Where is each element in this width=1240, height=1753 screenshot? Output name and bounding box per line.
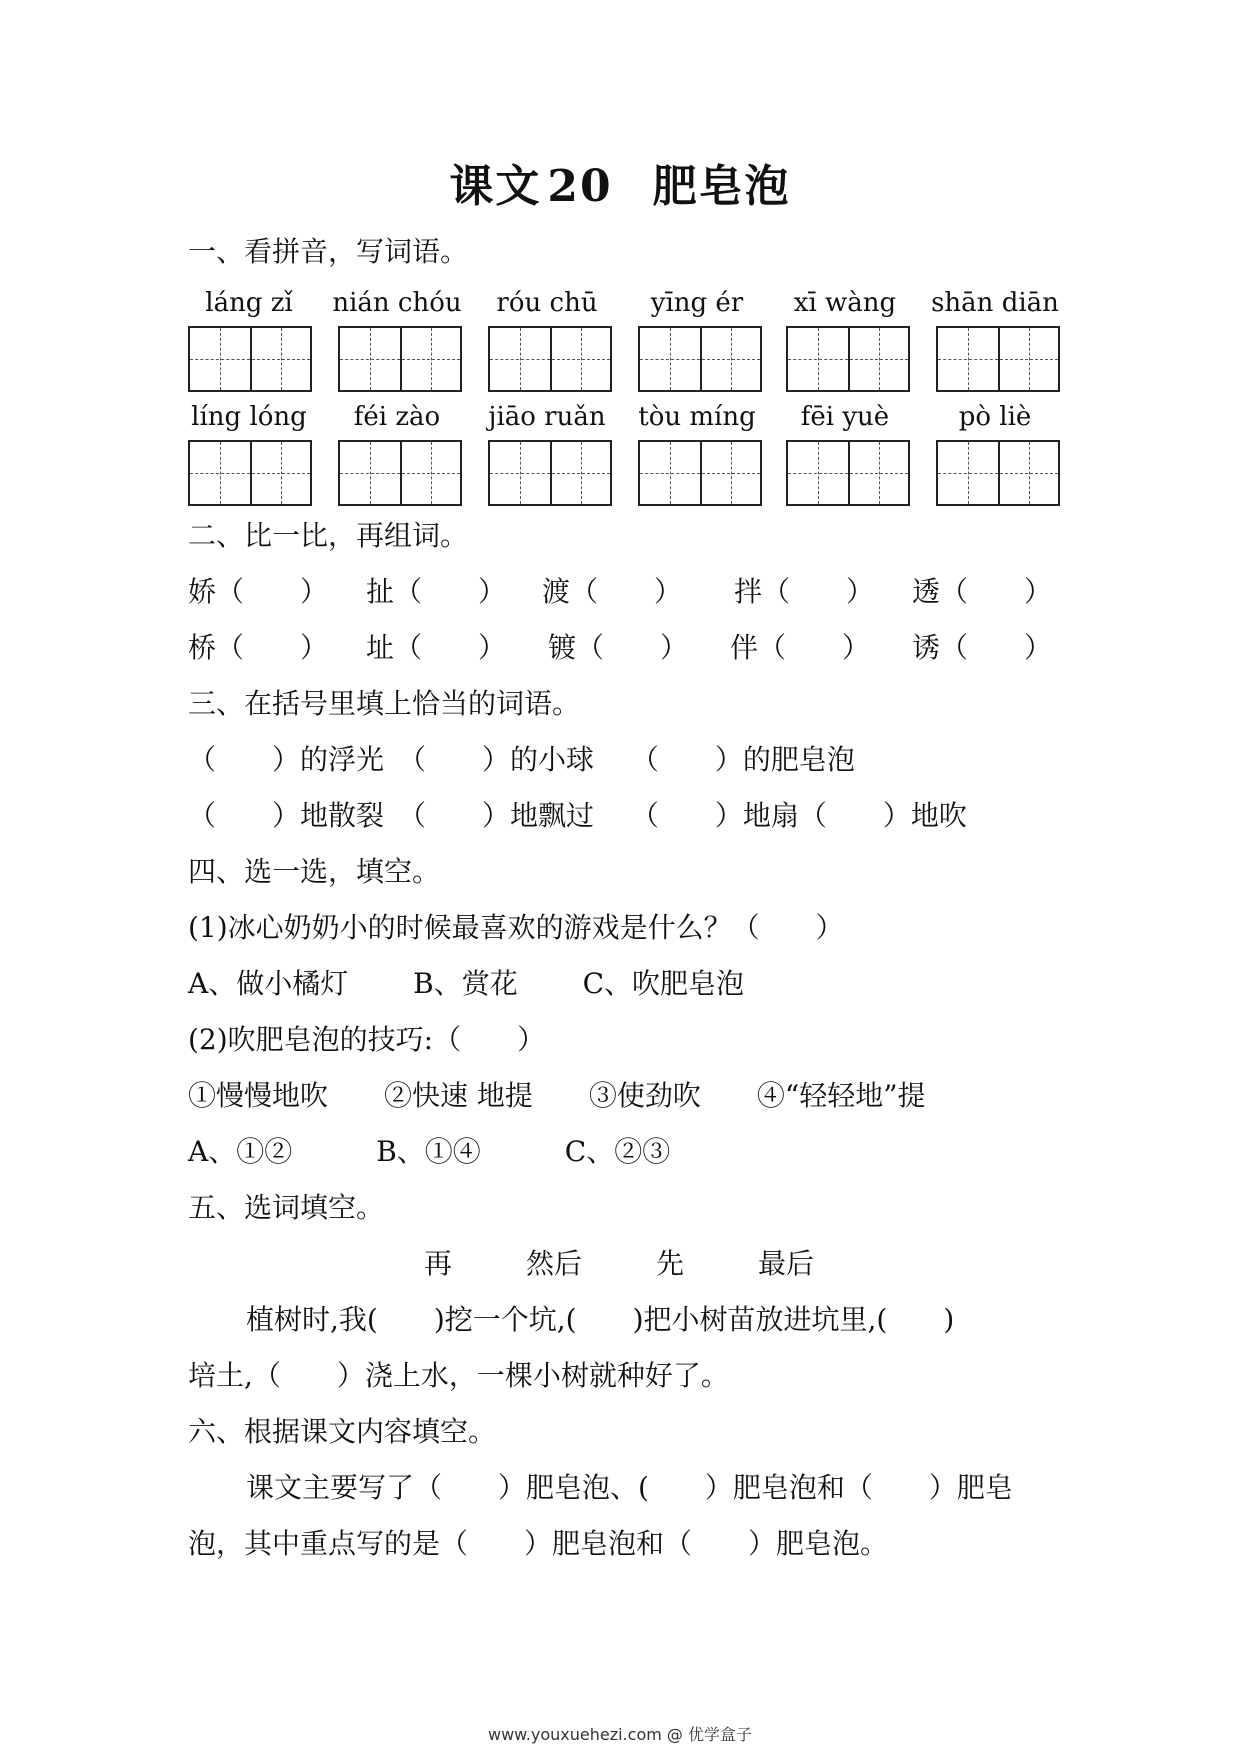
fill-line-2: （ ）地散裂 （ ）地飘过 （ ）地扇（ ）地吹 <box>188 799 967 832</box>
compare-item: 诱（ ） <box>912 631 1053 664</box>
compare-item: 娇（ ） <box>188 575 329 608</box>
tian-box[interactable] <box>786 440 910 506</box>
pinyin: láng zǐ <box>205 288 293 318</box>
word-bank-item: 最后 <box>758 1247 815 1280</box>
tian-box[interactable] <box>188 440 312 506</box>
paragraph-5-line-1: 植树时,我( )挖一个坑,( )把小树苗放进坑里,( ) <box>246 1303 955 1336</box>
tian-box[interactable] <box>638 440 762 506</box>
section2-heading: 二、比一比，再组词。 <box>188 519 469 552</box>
pinyin: fēi yuè <box>800 402 890 432</box>
tian-box[interactable] <box>488 326 612 392</box>
pinyin: nián chóu <box>332 288 462 318</box>
compare-item: 渡（ ） <box>542 575 683 608</box>
pinyin: jiāo ruǎn <box>488 402 606 432</box>
compare-item: 扯（ ） <box>366 575 507 608</box>
pinyin: róu chū <box>496 288 598 318</box>
pinyin: xī wàng <box>793 288 897 318</box>
tian-box[interactable] <box>338 440 462 506</box>
paragraph-5-line-2: 培土,（ ）浇上水，一棵小树就种好了。 <box>188 1359 729 1392</box>
page-title <box>0 150 1240 214</box>
section4-heading: 四、选一选，填空。 <box>188 855 441 888</box>
pinyin: pò liè <box>958 402 1032 432</box>
tian-box[interactable] <box>188 326 312 392</box>
question-2-options: A、①② B、①④ C、②③ <box>188 1135 671 1168</box>
title-prefix: 课文 <box>449 161 542 212</box>
pinyin: tòu míng <box>638 402 756 432</box>
pinyin: líng lóng <box>191 402 307 432</box>
pinyin: yīng ér <box>650 288 744 318</box>
footer-watermark: www.youxuehezi.com @ 优学盒子 <box>488 1725 752 1744</box>
question-2: (2)吹肥皂泡的技巧:（ ） <box>188 1023 546 1056</box>
fill-line-1: （ ）的浮光 （ ）的小球 （ ）的肥皂泡 <box>188 743 855 776</box>
tian-box[interactable] <box>936 440 1060 506</box>
compare-item: 址（ ） <box>366 631 507 664</box>
section1-heading: 一、看拼音，写词语。 <box>188 235 469 268</box>
tian-box[interactable] <box>338 326 462 392</box>
word-bank-item: 再 <box>424 1247 453 1280</box>
tian-box[interactable] <box>936 326 1060 392</box>
title-number: 20 <box>547 161 613 212</box>
compare-item: 镀（ ） <box>548 631 689 664</box>
question-1: (1)冰心奶奶小的时候最喜欢的游戏是什么？（ ） <box>188 911 844 944</box>
pinyin: shān diān <box>931 288 1059 318</box>
question-2-items: ①慢慢地吹 ②快速 地提 ③使劲吹 ④“轻轻地”提 <box>188 1079 926 1112</box>
question-1-options: A、做小橘灯 B、赏花 C、吹肥皂泡 <box>188 967 745 1000</box>
section3-heading: 三、在括号里填上恰当的词语。 <box>188 687 581 720</box>
compare-item: 拌（ ） <box>734 575 875 608</box>
word-bank-item: 先 <box>656 1247 685 1280</box>
compare-item: 伴（ ） <box>730 631 871 664</box>
section6-heading: 六、根据课文内容填空。 <box>188 1415 497 1448</box>
paragraph-6-line-1: 课文主要写了（ ）肥皂泡、( ）肥皂泡和（ ）肥皂 <box>246 1471 1013 1504</box>
section5-heading: 五、选词填空。 <box>188 1191 385 1224</box>
tian-box[interactable] <box>786 326 910 392</box>
paragraph-6-line-2: 泡，其中重点写的是（ ）肥皂泡和（ ）肥皂泡。 <box>188 1527 889 1560</box>
title-name: 肥皂泡 <box>652 161 791 212</box>
tian-box[interactable] <box>488 440 612 506</box>
compare-item: 透（ ） <box>912 575 1053 608</box>
compare-item: 桥（ ） <box>188 631 329 664</box>
pinyin: féi zào <box>353 402 441 432</box>
tian-box[interactable] <box>638 326 762 392</box>
word-bank-item: 然后 <box>526 1247 583 1280</box>
